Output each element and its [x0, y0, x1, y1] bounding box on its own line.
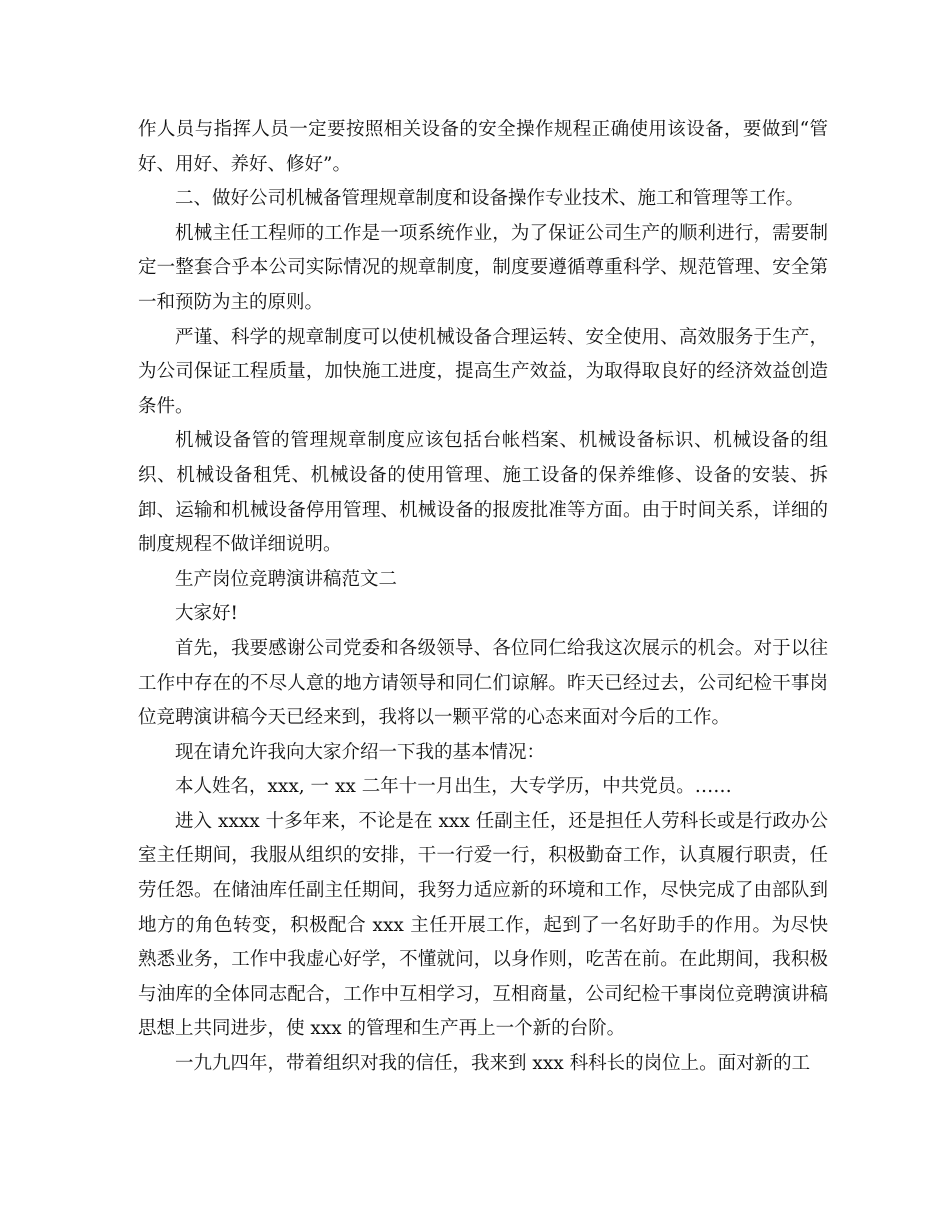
section-heading: 生产岗位竞聘演讲稿范文二 [175, 568, 398, 590]
paragraph-8: 首先，我要感谢公司党委和各级领导、各位同仁给我这次展示的机会。对于以往工作中存在的不尽人意的地方请领导和同仁们谅解。昨天已经过去，公司纪检干事岗位竞聘演讲稿今天已经来到，我将以一颗平常的心态来面对今后的工作。 [138, 637, 828, 729]
paragraph-3: 机械主任工程师的工作是一项系统作业，为了保证公司生产的顺利进行，需要制定一整套合乎本公司实际情况的规章制度，制度要遵循尊重科学、规范管理、安全第一和预防为主的原则。 [138, 222, 828, 313]
paragraph-5: 机械设备管的管理规章制度应该包括台帐档案、机械设备标识、机械设备的组织、机械设备租凭、机械设备的使用管理、施工设备的保养维修、设备的安装、拆卸、运输和机械设备停用管理、机械设备的报废批准等方面。由于时间关系，详细的制度规程不做详细说明。 [138, 430, 828, 556]
paragraph-11: 进入 xxxx 十多年来，不论是在 xxx 任副主任，还是担任人劳科长或是行政办公室主任期间，我服从组织的安排，干一行爱一行，积极勤奋工作，认真履行职责，任劳任怨。在储油库任副主任期间，我努力适应新的环境和工作，尽快完成了由部队到地方的角色转变，积极配合 xxx 主任开展工作，起到了一名好助手的作用。为尽快熟悉业务，工作中我虚心好学，不懂就问，以身作则，吃苦在前。在此期间，我积极与油库的全体同志配合，工作中互相学习，互相商量，公司纪检干事岗位竞聘演讲稿思想上共同进步，使 xxx 的管理和生产再上一个新的台阶。 [138, 810, 828, 1040]
greeting-line: 大家好! [175, 603, 238, 625]
paragraph-2: 二、做好公司机械备管理规章制度和设备操作专业技术、施工和管理等工作。 [175, 188, 805, 210]
paragraph-10: 本人姓名，xxx, 一 xx 二年十一月出生，大专学历，中共党员。…… [175, 776, 732, 798]
paragraph-9: 现在请允许我向大家介绍一下我的基本情况： [175, 741, 546, 763]
document-body [138, 113, 828, 1082]
paragraph-1: 作人员与指挥人员一定要按照相关设备的安全操作规程正确使用该设备，要做到“管好、用好、养好、修好”。 [138, 119, 828, 175]
paragraph-12: 一九九四年，带着组织对我的信任，我来到 xxx 科科长的岗位上。面对新的工 [175, 1053, 811, 1075]
paragraph-4: 严谨、科学的规章制度可以使机械设备合理运转、安全使用、高效服务于生产，为公司保证工程质量，加快施工进度，提高生产效益，为取得取良好的经济效益创造条件。 [138, 326, 828, 417]
